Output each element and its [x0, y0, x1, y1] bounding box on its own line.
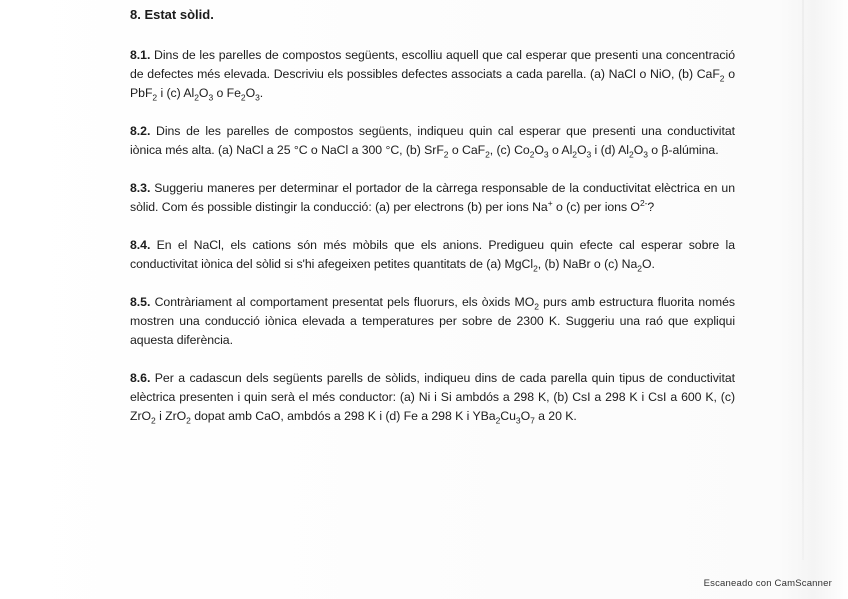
question-8-5: [130, 293, 735, 350]
subscript: 2: [637, 263, 642, 274]
question-number: 8.3.: [130, 181, 151, 195]
subscript: 2: [534, 301, 539, 312]
subscript: 2: [719, 73, 725, 84]
subscript: 2: [485, 149, 490, 160]
question-text: Suggeriu maneres per determinar el portador de la càrrega responsable de la conductivitat elèctrica en un sòlid. Com és possible distingir la conducció: (a) per electrons (b) per ions Na+ o (c) per ions $O^{2-}$?: [130, 181, 735, 214]
question-number: 8.1.: [130, 48, 151, 62]
question-8-1: [130, 46, 735, 103]
subscript: 2: [443, 149, 449, 160]
question-text: En el NaCl, els cations són més mòbils que els anions. Predigueu quin efecte cal esperar sobre la conductivitat iònica del sòlid si s'hi afegeixen petites quantitats de (a) MgCl$_2$, (b) NaBr o (c) $Na_2O$.: [130, 238, 735, 274]
question-number: 8.5.: [130, 295, 151, 309]
scanner-watermark: Escaneado con CamScanner: [703, 578, 832, 589]
subscript: 2: [572, 149, 577, 160]
question-text: Dins de les parelles de compostos següents, escolliu aquell que cal esperar que presenti una concentració de defectes més elevada. Descriviu els possibles defectes associats a cada parella. (a) NaCl o NiO, (b) CaF$_2$ o PbF$_2$ i (c) $Al_2O_3$ o $Fe_2O_3$.: [130, 48, 735, 103]
question-number: 8.4.: [130, 238, 151, 252]
scan-edge-shadow: [802, 0, 804, 560]
question-8-4: [130, 236, 735, 274]
subscript: 2: [533, 263, 538, 274]
document-body: [130, 6, 735, 445]
question-text: Dins de les parelles de compostos següents, indiqueu quin cal esperar que presenti una conductivitat iònica més alta. (a) NaCl a 25 °C o NaCl a 300 °C, (b) SrF$_2$ o CaF$_2$, (c) $Co_2O_3$ o $Al_2O_3$ i (d) $Al_2O_3$ o β-alúmina.: [130, 124, 735, 160]
question-8-3: [130, 179, 735, 217]
subscript: 2: [194, 92, 199, 103]
question-number: 8.6.: [130, 371, 151, 385]
subscript: 3: [515, 415, 521, 426]
subscript: 2: [151, 415, 156, 426]
subscript: 3: [643, 149, 648, 160]
subscript: 3: [586, 149, 592, 160]
subscript: 3: [255, 92, 260, 103]
subscript: 3: [543, 149, 549, 160]
subscript: 2: [629, 149, 634, 160]
section-title: 8. Estat sòlid.: [130, 7, 214, 22]
subscript: 7: [530, 415, 535, 426]
subscript: 2: [240, 92, 246, 103]
question-8-6: [130, 369, 735, 426]
subscript: 2: [186, 415, 191, 426]
superscript: 2-: [639, 197, 648, 208]
subscript: 2: [152, 92, 158, 103]
question-text: Contràriament al comportament presentat pels fluorurs, els òxids $MO_2$ purs amb estructura fluorita només mostren una conducció iònica elevada a temperatures per sobre de 2300 K. Suggeriu una raó que expliqui aquesta diferència.: [130, 295, 736, 347]
question-8-2: [130, 122, 735, 160]
subscript: 3: [208, 92, 214, 103]
question-text: Per a cadascun dels següents parells de sòlids, indiqueu dins de cada parella quin tipus de conductivitat elèctrica presenten i quin serà el més conductor: (a) Ni i Si ambdós a 298 K, (b) CsI a 298 K i CsI a 600 K, (c) ZrO$_2$ i ZrO$_2$ dopat amb CaO, ambdós a 298 K i (d) Fe a 298 K i $YBa_2Cu_3O_7$ a 20 K.: [130, 371, 736, 426]
question-number: 8.2.: [130, 124, 151, 138]
subscript: 2: [529, 149, 535, 160]
subscript: 2: [495, 415, 501, 426]
superscript: +: [547, 197, 553, 208]
